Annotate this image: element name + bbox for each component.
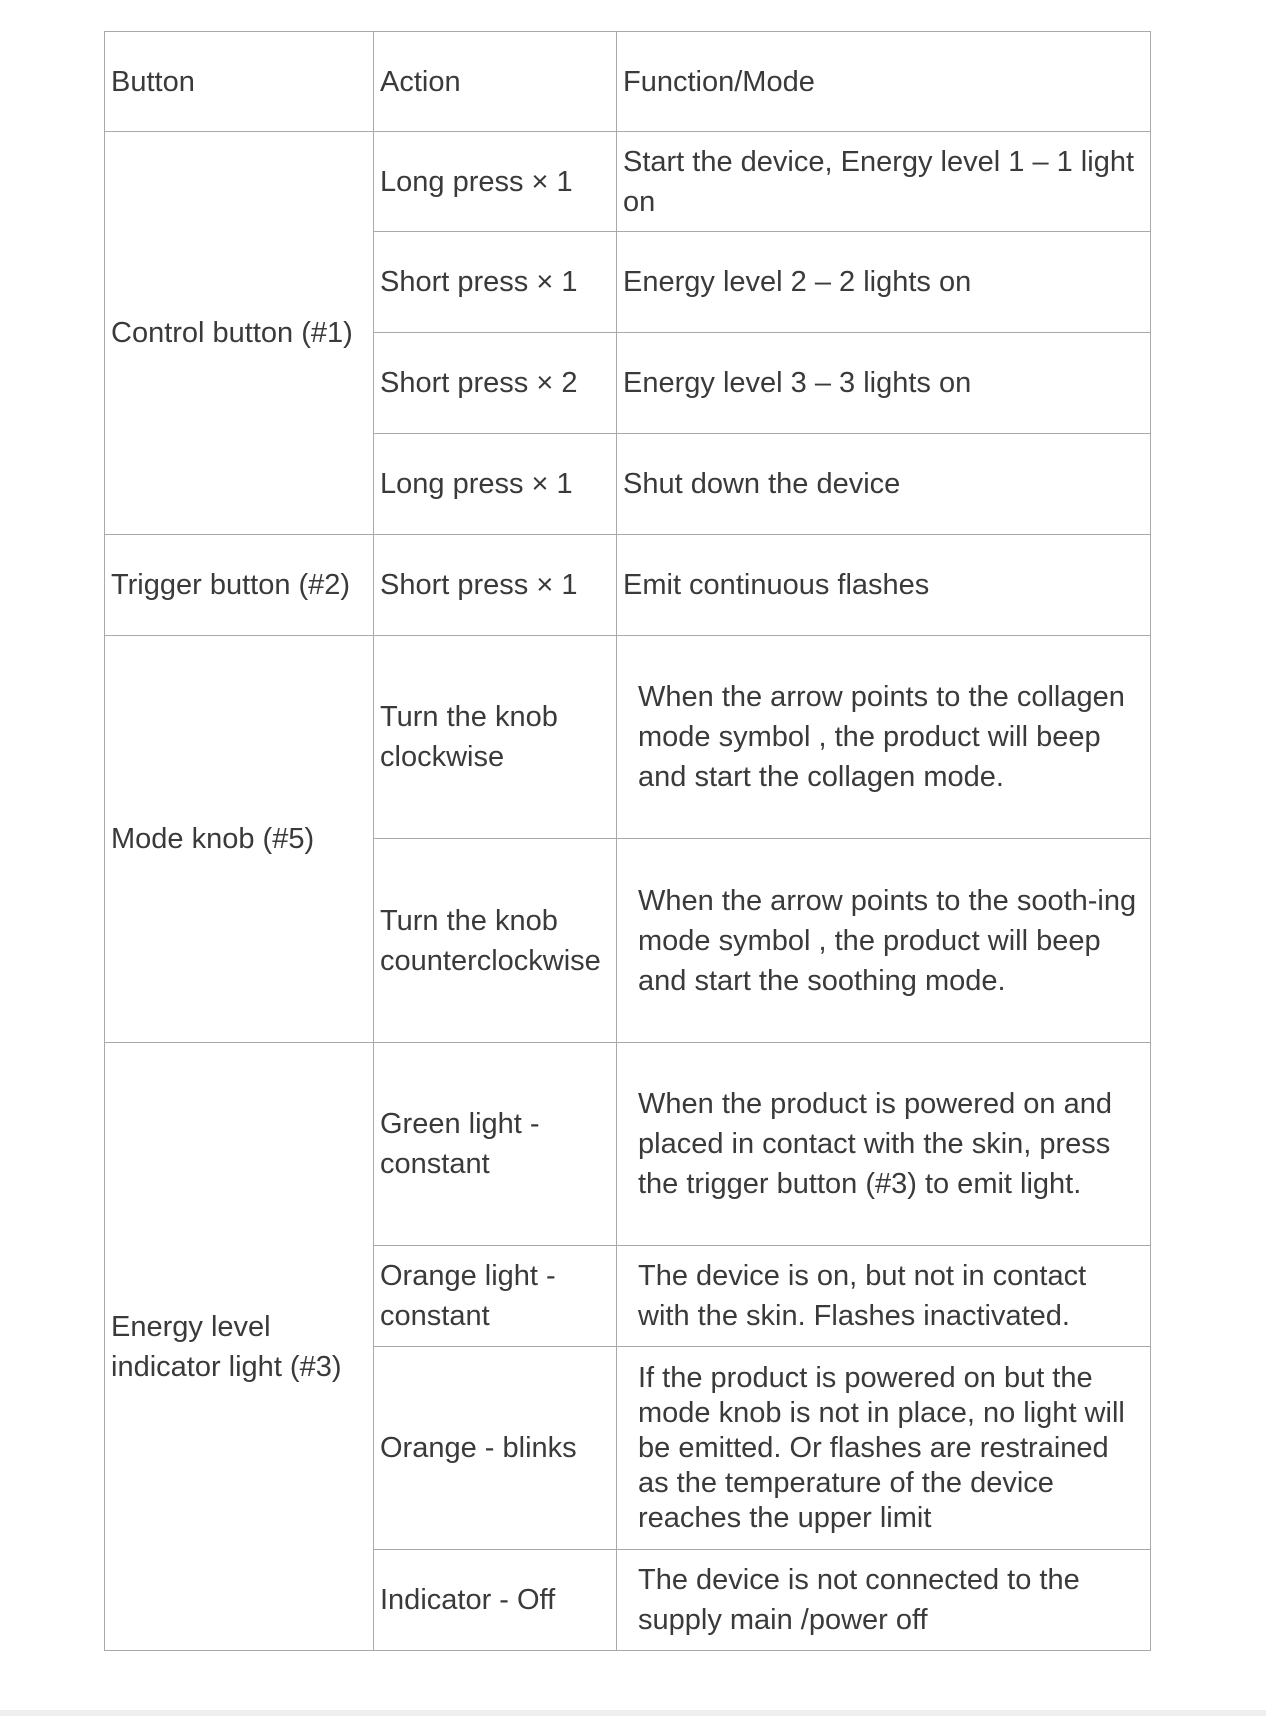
group-indicator-light: Energy level indicator light (#3) <box>105 1043 374 1651</box>
action-cell: Turn the knob counterclockwise <box>374 839 617 1043</box>
header-button: Button <box>105 32 374 132</box>
function-cell: If the product is powered on but the mode knob is not in place, no light will be emitted. Or flashes are restrained as the temperature of the device reaches the upper limit <box>617 1347 1151 1550</box>
function-cell: Shut down the device <box>617 434 1151 535</box>
function-cell: The device is on, but not in contact with the skin. Flashes inactivated. <box>617 1246 1151 1347</box>
action-cell: Short press × 2 <box>374 333 617 434</box>
group-trigger-button: Trigger button (#2) <box>105 535 374 636</box>
table-row <box>105 1043 1151 1246</box>
function-cell: When the arrow points to the collagen mode symbol , the product will beep and start the collagen mode. <box>617 636 1151 839</box>
table-header-row <box>105 32 1151 132</box>
group-mode-knob: Mode knob (#5) <box>105 636 374 1043</box>
action-cell: Orange - blinks <box>374 1347 617 1550</box>
function-cell: When the product is powered on and placed in contact with the skin, press the trigger button (#3) to emit light. <box>617 1043 1151 1246</box>
action-cell: Short press × 1 <box>374 535 617 636</box>
table-row <box>105 535 1151 636</box>
function-cell: Energy level 3 – 3 lights on <box>617 333 1151 434</box>
function-cell: When the arrow points to the sooth-ing mode symbol , the product will beep and start the soothing mode. <box>617 839 1151 1043</box>
action-cell: Green light - constant <box>374 1043 617 1246</box>
header-function: Function/Mode <box>617 32 1151 132</box>
table-row <box>105 636 1151 839</box>
function-cell: Emit continuous flashes <box>617 535 1151 636</box>
group-control-button: Control button (#1) <box>105 132 374 535</box>
header-action: Action <box>374 32 617 132</box>
action-cell: Long press × 1 <box>374 434 617 535</box>
action-cell: Short press × 1 <box>374 232 617 333</box>
action-cell: Orange light - constant <box>374 1246 617 1347</box>
function-cell: The device is not connected to the supply main /power off <box>617 1550 1151 1651</box>
action-cell: Long press × 1 <box>374 132 617 232</box>
function-cell: Energy level 2 – 2 lights on <box>617 232 1151 333</box>
action-cell: Indicator - Off <box>374 1550 617 1651</box>
page-bottom-divider <box>0 1710 1266 1716</box>
action-cell: Turn the knob clockwise <box>374 636 617 839</box>
table-row <box>105 132 1151 232</box>
function-cell: Start the device, Energy level 1 – 1 light on <box>617 132 1151 232</box>
button-function-table <box>104 31 1151 1651</box>
